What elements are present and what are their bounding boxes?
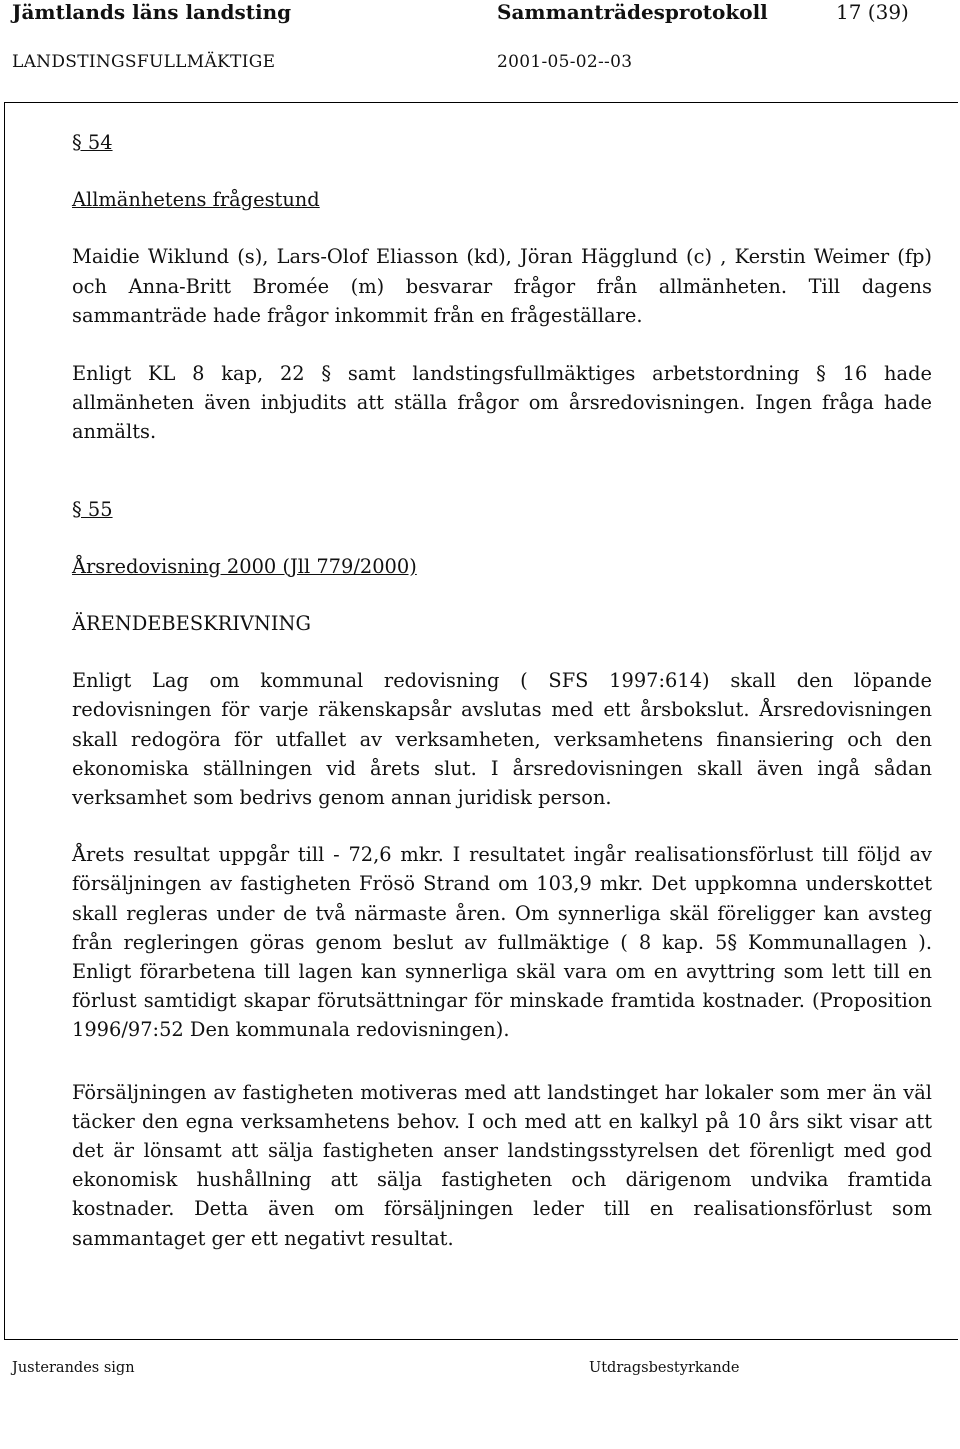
header-document-type: Sammanträdesprotokoll [497, 0, 768, 24]
section-54-title: Allmänhetens frågestund [72, 188, 320, 212]
footer-justerandes-sign: Justerandes sign [12, 1360, 135, 1376]
footer-utdragsbestyrkande: Utdragsbestyrkande [589, 1360, 740, 1376]
section-55-title: Årsredovisning 2000 (Jll 779/2000) [72, 554, 417, 578]
header-page-number: 17 (39) [836, 0, 909, 24]
header-body: LANDSTINGSFULLMÄKTIGE [12, 52, 276, 72]
header-organization: Jämtlands läns landsting [12, 0, 292, 24]
header-date: 2001-05-02--03 [497, 52, 633, 72]
section-55-paragraph-3: Försäljningen av fastigheten motiveras med att landstinget har lokaler som mer än väl täcker den egna verksamhetens behov. I och med att en kalkyl på 10 års sikt visar att det är lönsamt att sälja fastigheten anser landstingsstyrelsen det förenligt med god ekonomisk hushållning att sälja fastigheten och därigenom undvika framtida kostnader. Detta även om försäljningen leder till en realisationsförlust som sammantaget ger ett negativt resultat. [72, 1080, 932, 1250]
left-rule [4, 102, 5, 1339]
section-54-paragraph-2: Enligt KL 8 kap, 22 § samt landstingsfullmäktiges arbetstordning § 16 hade allmänheten även inbjudits att ställa frågor om årsredovisningen. Ingen fråga hade anmälts. [72, 362, 932, 444]
section-55-paragraph-1: Enligt Lag om kommunal redovisning ( SFS 1997:614) skall den löpande redovisningen för varje räkenskapsår avslutas med ett årsbokslut. Årsredovisningen skall redogöra för utfallet av verksamheten, verksamhetens finansiering och den ekonomiska ställningen vid årets slut. I årsredovisningen skall även ingå sådan verksamhet som bedrivs genom annan juridisk person. [72, 669, 932, 810]
top-rule [4, 102, 958, 103]
section-55-subheading: ÄRENDEBESKRIVNING [72, 612, 311, 636]
section-55-number: § 55 [72, 497, 113, 521]
section-55-paragraph-2: Årets resultat uppgår till - 72,6 mkr. I resultatet ingår realisationsförlust till följd av försäljningen av fastigheten Frösö Strand om 103,9 mkr. Det uppkomna underskottet skall regleras under de två närmaste åren. Om synnerliga skäl föreligger kan avsteg från regleringen göras genom beslut av fullmäktige ( 8 kap. 5§ Kommunallagen ). Enligt förarbetena till lagen kan synnerliga skäl vara om en avyttring som lett till en förlust samtidigt skapar förutsättningar för minskade framtida kostnader. (Proposition 1996/97:52 Den kommunala redovisningen). [72, 843, 932, 1042]
bottom-rule [4, 1339, 958, 1340]
section-54-number: § 54 [72, 131, 113, 154]
document-body [72, 128, 932, 1253]
section-54-paragraph-1: Maidie Wiklund (s), Lars-Olof Eliasson (kd), Jöran Hägglund (c) , Kerstin Weimer (fp) och Anna-Britt Bromée (m) besvarar frågor från allmänheten. Till dagens sammanträde hade frågor inkommit från en frågeställare. [72, 245, 932, 327]
